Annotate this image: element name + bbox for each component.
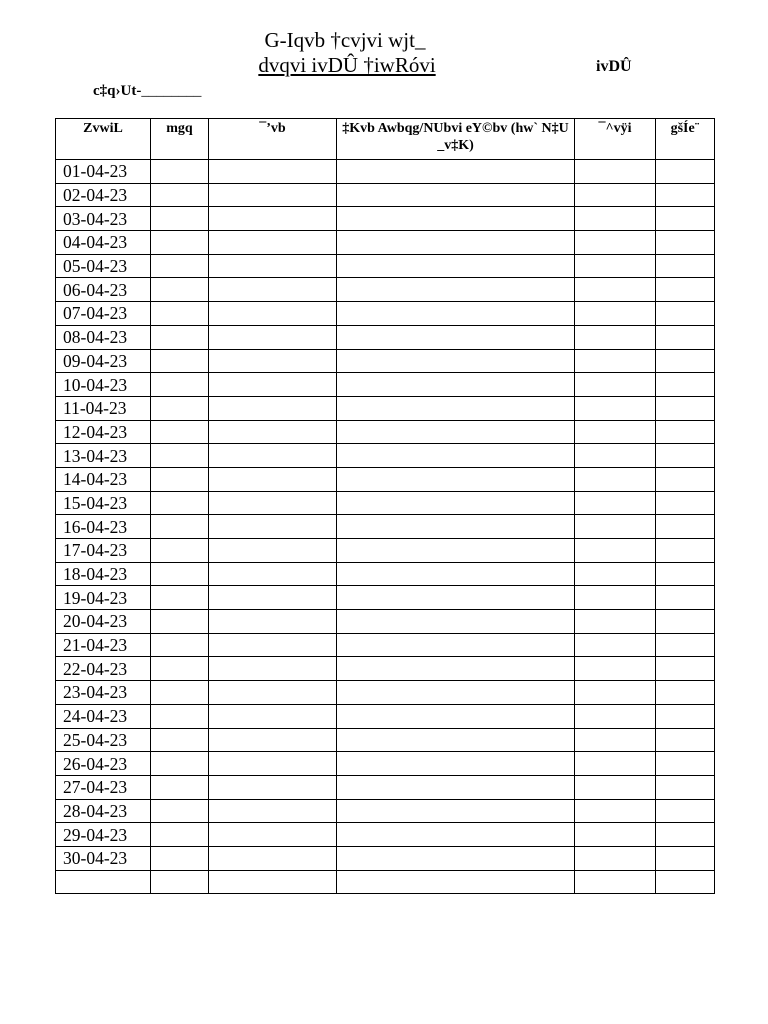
time-cell	[151, 160, 209, 184]
signature-cell	[575, 467, 656, 491]
remarks-cell	[656, 823, 715, 847]
remarks-cell	[656, 254, 715, 278]
time-cell	[151, 444, 209, 468]
point-blank-line: ________	[141, 83, 202, 99]
date-cell: 25-04-23	[56, 728, 151, 752]
signature-cell	[575, 396, 656, 420]
table-row	[56, 799, 715, 823]
remarks-cell	[656, 846, 715, 870]
signature-cell	[575, 704, 656, 728]
place-cell	[209, 207, 337, 231]
table-row	[56, 207, 715, 231]
signature-cell	[575, 420, 656, 444]
place-cell	[209, 254, 337, 278]
place-cell	[209, 396, 337, 420]
remarks-cell	[656, 870, 715, 894]
time-cell	[151, 704, 209, 728]
document-title: G-Iqvb †cvjvi wjt_	[264, 28, 426, 52]
table-row	[56, 420, 715, 444]
signature-cell	[575, 207, 656, 231]
point-label-text: c‡q›Ut-	[93, 83, 142, 99]
place-cell	[209, 610, 337, 634]
incident-cell	[337, 160, 575, 184]
round-label: ivDÛ	[596, 58, 632, 75]
date-cell: 01-04-23	[56, 160, 151, 184]
date-cell: 29-04-23	[56, 823, 151, 847]
place-cell	[209, 467, 337, 491]
signature-cell	[575, 799, 656, 823]
date-cell: 08-04-23	[56, 325, 151, 349]
time-cell	[151, 254, 209, 278]
incident-cell	[337, 586, 575, 610]
date-cell: 12-04-23	[56, 420, 151, 444]
incident-cell	[337, 515, 575, 539]
time-cell	[151, 633, 209, 657]
date-cell: 05-04-23	[56, 254, 151, 278]
incident-cell	[337, 752, 575, 776]
remarks-cell	[656, 752, 715, 776]
table-row	[56, 467, 715, 491]
date-cell: 06-04-23	[56, 278, 151, 302]
remarks-cell	[656, 325, 715, 349]
time-cell	[151, 870, 209, 894]
signature-cell	[575, 349, 656, 373]
signature-cell	[575, 681, 656, 705]
incident-cell	[337, 870, 575, 894]
place-cell	[209, 491, 337, 515]
patrol-log-table	[55, 118, 715, 894]
date-cell: 02-04-23	[56, 183, 151, 207]
incident-cell	[337, 539, 575, 563]
date-cell: 24-04-23	[56, 704, 151, 728]
signature-cell	[575, 586, 656, 610]
incident-cell	[337, 657, 575, 681]
incident-cell	[337, 704, 575, 728]
date-cell: 17-04-23	[56, 539, 151, 563]
incident-cell	[337, 183, 575, 207]
date-cell: 26-04-23	[56, 752, 151, 776]
signature-cell	[575, 610, 656, 634]
place-cell	[209, 775, 337, 799]
place-cell	[209, 846, 337, 870]
date-cell: 21-04-23	[56, 633, 151, 657]
incident-cell	[337, 728, 575, 752]
table-row	[56, 681, 715, 705]
time-cell	[151, 823, 209, 847]
remarks-cell	[656, 586, 715, 610]
time-cell	[151, 207, 209, 231]
place-cell	[209, 870, 337, 894]
table-row	[56, 325, 715, 349]
date-cell: 15-04-23	[56, 491, 151, 515]
time-cell	[151, 515, 209, 539]
remarks-cell	[656, 467, 715, 491]
date-cell: 09-04-23	[56, 349, 151, 373]
date-cell: 16-04-23	[56, 515, 151, 539]
signature-cell	[575, 870, 656, 894]
table-row	[56, 846, 715, 870]
place-cell	[209, 799, 337, 823]
signature-cell	[575, 373, 656, 397]
place-cell	[209, 728, 337, 752]
table-row	[56, 657, 715, 681]
table-row	[56, 870, 715, 894]
time-cell	[151, 799, 209, 823]
signature-cell	[575, 515, 656, 539]
incident-cell	[337, 846, 575, 870]
place-cell	[209, 160, 337, 184]
incident-cell	[337, 610, 575, 634]
date-cell: 20-04-23	[56, 610, 151, 634]
incident-cell	[337, 681, 575, 705]
date-cell: 07-04-23	[56, 302, 151, 326]
signature-cell	[575, 231, 656, 255]
remarks-cell	[656, 231, 715, 255]
remarks-cell	[656, 728, 715, 752]
table-row	[56, 183, 715, 207]
time-cell	[151, 562, 209, 586]
time-cell	[151, 728, 209, 752]
column-header-time: mgq	[151, 119, 209, 160]
point-label	[93, 81, 201, 101]
incident-cell	[337, 207, 575, 231]
remarks-cell	[656, 681, 715, 705]
remarks-cell	[656, 302, 715, 326]
remarks-cell	[656, 704, 715, 728]
signature-cell	[575, 302, 656, 326]
date-cell: 04-04-23	[56, 231, 151, 255]
time-cell	[151, 183, 209, 207]
remarks-cell	[656, 799, 715, 823]
table-row	[56, 610, 715, 634]
signature-cell	[575, 325, 656, 349]
place-cell	[209, 752, 337, 776]
table-row	[56, 775, 715, 799]
date-cell: 11-04-23	[56, 396, 151, 420]
date-cell: 22-04-23	[56, 657, 151, 681]
place-cell	[209, 562, 337, 586]
table-row	[56, 254, 715, 278]
table-row	[56, 586, 715, 610]
signature-cell	[575, 183, 656, 207]
signature-cell	[575, 657, 656, 681]
signature-cell	[575, 728, 656, 752]
table-row	[56, 396, 715, 420]
incident-cell	[337, 254, 575, 278]
date-cell: 27-04-23	[56, 775, 151, 799]
column-header-remarks: gšÍe¨	[656, 119, 715, 160]
incident-cell	[337, 373, 575, 397]
time-cell	[151, 302, 209, 326]
incident-cell	[337, 562, 575, 586]
place-cell	[209, 325, 337, 349]
place-cell	[209, 278, 337, 302]
incident-cell	[337, 396, 575, 420]
incident-cell	[337, 633, 575, 657]
column-header-incident: ‡Kvb Awbqg/NUbvi eY©bv (hw` N‡U _v‡K)	[337, 119, 575, 160]
incident-cell	[337, 444, 575, 468]
table-row	[56, 349, 715, 373]
remarks-cell	[656, 183, 715, 207]
incident-cell	[337, 231, 575, 255]
incident-cell	[337, 491, 575, 515]
signature-cell	[575, 823, 656, 847]
table-row	[56, 278, 715, 302]
place-cell	[209, 373, 337, 397]
signature-cell	[575, 160, 656, 184]
column-header-signature: ¯^vÿi	[575, 119, 656, 160]
document-subtitle-text: dvqvi ivDÛ †iwRóvi	[258, 53, 436, 77]
place-cell	[209, 657, 337, 681]
remarks-cell	[656, 539, 715, 563]
table-row	[56, 752, 715, 776]
remarks-cell	[656, 396, 715, 420]
signature-cell	[575, 491, 656, 515]
remarks-cell	[656, 349, 715, 373]
table-row	[56, 302, 715, 326]
place-cell	[209, 515, 337, 539]
place-cell	[209, 681, 337, 705]
incident-cell	[337, 349, 575, 373]
place-cell	[209, 444, 337, 468]
table-row	[56, 728, 715, 752]
incident-cell	[337, 775, 575, 799]
column-header-place: ¯’vb	[209, 119, 337, 160]
incident-cell	[337, 420, 575, 444]
time-cell	[151, 586, 209, 610]
remarks-cell	[656, 633, 715, 657]
date-cell: 19-04-23	[56, 586, 151, 610]
table-row	[56, 562, 715, 586]
place-cell	[209, 183, 337, 207]
table-row	[56, 633, 715, 657]
time-cell	[151, 231, 209, 255]
document-subtitle	[0, 53, 694, 77]
table-header-row	[56, 119, 715, 160]
date-cell: 30-04-23	[56, 846, 151, 870]
signature-cell	[575, 633, 656, 657]
incident-cell	[337, 823, 575, 847]
place-cell	[209, 302, 337, 326]
date-cell: 23-04-23	[56, 681, 151, 705]
place-cell	[209, 231, 337, 255]
remarks-cell	[656, 160, 715, 184]
time-cell	[151, 539, 209, 563]
table-row	[56, 823, 715, 847]
remarks-cell	[656, 657, 715, 681]
time-cell	[151, 775, 209, 799]
date-cell: 28-04-23	[56, 799, 151, 823]
incident-cell	[337, 325, 575, 349]
remarks-cell	[656, 373, 715, 397]
remarks-cell	[656, 775, 715, 799]
place-cell	[209, 349, 337, 373]
time-cell	[151, 373, 209, 397]
place-cell	[209, 704, 337, 728]
time-cell	[151, 467, 209, 491]
table-row	[56, 515, 715, 539]
place-cell	[209, 633, 337, 657]
place-cell	[209, 539, 337, 563]
signature-cell	[575, 775, 656, 799]
table-row	[56, 491, 715, 515]
remarks-cell	[656, 610, 715, 634]
time-cell	[151, 657, 209, 681]
date-cell: 10-04-23	[56, 373, 151, 397]
time-cell	[151, 396, 209, 420]
table-row	[56, 539, 715, 563]
table-row	[56, 373, 715, 397]
signature-cell	[575, 539, 656, 563]
table-row	[56, 160, 715, 184]
signature-cell	[575, 846, 656, 870]
table-row	[56, 444, 715, 468]
table-row	[56, 704, 715, 728]
time-cell	[151, 610, 209, 634]
remarks-cell	[656, 515, 715, 539]
time-cell	[151, 278, 209, 302]
date-cell: 14-04-23	[56, 467, 151, 491]
date-cell: 13-04-23	[56, 444, 151, 468]
time-cell	[151, 420, 209, 444]
date-cell: 18-04-23	[56, 562, 151, 586]
place-cell	[209, 586, 337, 610]
table-row	[56, 231, 715, 255]
signature-cell	[575, 562, 656, 586]
time-cell	[151, 752, 209, 776]
time-cell	[151, 325, 209, 349]
incident-cell	[337, 302, 575, 326]
column-header-date: ZvwiL	[56, 119, 151, 160]
place-cell	[209, 823, 337, 847]
signature-cell	[575, 752, 656, 776]
remarks-cell	[656, 278, 715, 302]
time-cell	[151, 349, 209, 373]
time-cell	[151, 491, 209, 515]
table-body	[56, 160, 715, 894]
incident-cell	[337, 467, 575, 491]
remarks-cell	[656, 562, 715, 586]
remarks-cell	[656, 491, 715, 515]
incident-cell	[337, 799, 575, 823]
remarks-cell	[656, 420, 715, 444]
time-cell	[151, 846, 209, 870]
remarks-cell	[656, 444, 715, 468]
place-cell	[209, 420, 337, 444]
signature-cell	[575, 278, 656, 302]
incident-cell	[337, 278, 575, 302]
time-cell	[151, 681, 209, 705]
signature-cell	[575, 254, 656, 278]
signature-cell	[575, 444, 656, 468]
date-cell: 03-04-23	[56, 207, 151, 231]
date-cell	[56, 870, 151, 894]
remarks-cell	[656, 207, 715, 231]
